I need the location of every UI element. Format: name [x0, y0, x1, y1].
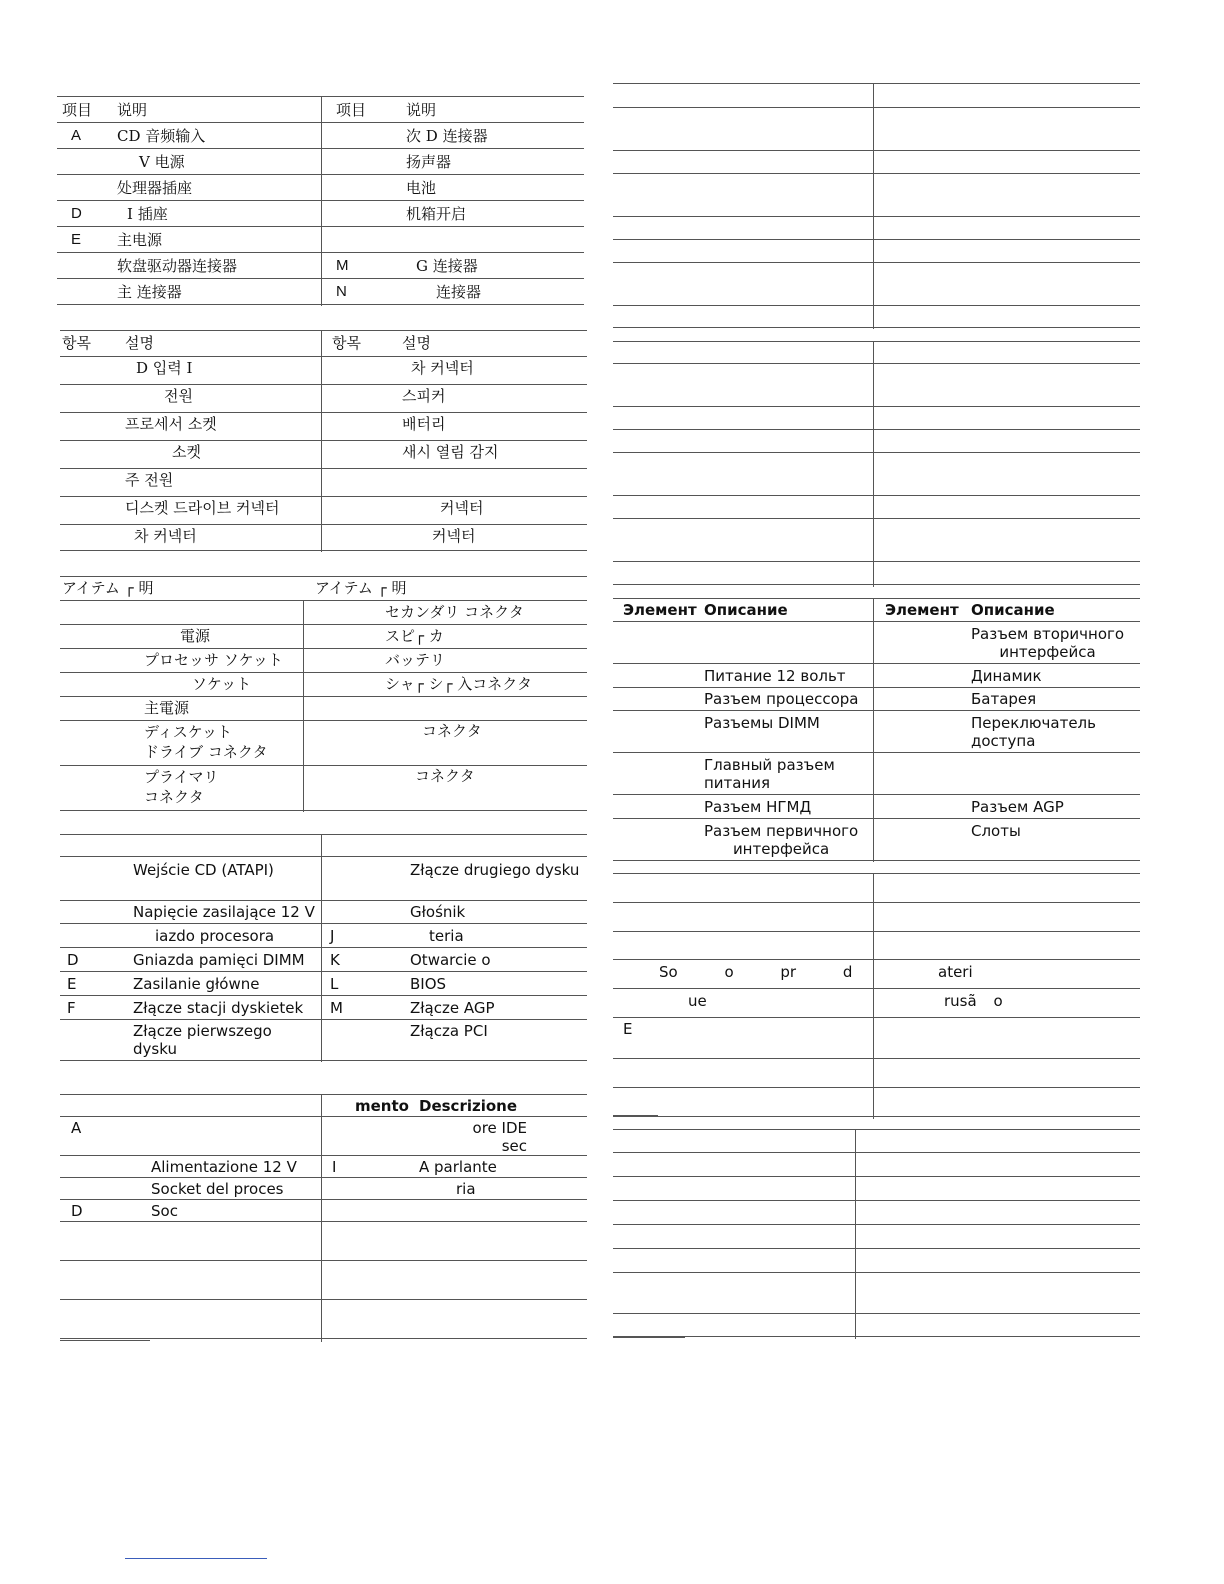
- item-description: So o pr d: [659, 963, 853, 981]
- header-description: 설명: [125, 334, 154, 352]
- item-description: ria: [456, 1180, 476, 1198]
- item-description: 배터리: [402, 415, 446, 433]
- header-description: Описание: [971, 601, 1055, 619]
- japanese-parts-table: [60, 576, 587, 812]
- item-description: スピ┌ カ: [385, 627, 444, 645]
- item-description: 处理器插座: [117, 179, 193, 197]
- header-item: Элемент: [623, 601, 697, 619]
- item-description: Wejście CD (ATAPI): [133, 861, 274, 879]
- item-description: 디스켓 드라이브 커넥터: [125, 499, 280, 517]
- header-item: 项目: [62, 101, 93, 119]
- item-description: Разъемы DIMM: [704, 714, 820, 732]
- item-description: Gniazda pamięci DIMM: [133, 951, 305, 969]
- item-description: Złącza PCI: [410, 1022, 488, 1040]
- item-description: D 입력 I: [136, 359, 193, 377]
- chinese-parts-table: [57, 96, 584, 306]
- header-description: 说明: [406, 101, 437, 119]
- item-letter: A: [71, 1119, 82, 1137]
- header-description: 说明: [117, 101, 148, 119]
- item-description: Разъем вторичного интерфейса: [971, 625, 1125, 661]
- header-description: 설명: [402, 334, 431, 352]
- item-description: 전원: [164, 387, 193, 405]
- item-description: 프로세서 소켓: [125, 415, 217, 433]
- item-description: 主電源: [144, 699, 190, 717]
- item-description: G 连接器: [416, 257, 478, 275]
- item-description: Socket del proces: [151, 1180, 284, 1198]
- item-description: iazdo procesora: [155, 927, 275, 945]
- header-item: mento: [355, 1097, 409, 1115]
- item-description: rusã o: [944, 992, 1003, 1010]
- item-description: Батарея: [971, 690, 1037, 708]
- item-description: 机箱开启: [406, 205, 467, 223]
- right-table-2: [613, 341, 1140, 587]
- item-description: プロセッサ ソケット: [144, 651, 283, 669]
- item-description: ディスケット ドライブ コネクタ: [144, 723, 268, 761]
- item-description: Разъем первичного интерфейса: [704, 822, 859, 858]
- item-description: 電源: [180, 627, 211, 645]
- item-letter: L: [330, 975, 339, 993]
- item-description: プライマリ コネクタ: [144, 768, 219, 806]
- item-description: Разъем AGP: [971, 798, 1064, 816]
- item-description: 주 전원: [125, 471, 174, 489]
- item-description: 次 D 连接器: [406, 127, 488, 145]
- item-description: コネクタ: [422, 722, 482, 740]
- footer-link-rule: [125, 1558, 267, 1559]
- item-description: 主 连接器: [117, 283, 182, 301]
- item-description: ore IDE sec: [472, 1119, 527, 1155]
- item-letter: E: [67, 975, 77, 993]
- item-description: Переключатель доступа: [971, 714, 1096, 750]
- item-description: 主电源: [117, 231, 163, 249]
- item-description: 커넥터: [432, 527, 476, 545]
- item-description: Zasilanie główne: [133, 975, 260, 993]
- header-item-description: アイテム ┌ 明: [315, 579, 407, 597]
- item-description: 软盘驱动器连接器: [117, 257, 238, 275]
- header-item: Элемент: [885, 601, 959, 619]
- item-letter: M: [336, 257, 349, 274]
- item-letter: M: [330, 999, 343, 1017]
- item-description: Главный разъем питания: [704, 756, 835, 792]
- item-description: コネクタ: [415, 767, 475, 785]
- item-description: 스피커: [402, 387, 446, 405]
- header-item-description: アイテム ┌ 明: [62, 579, 154, 597]
- item-description: Soc: [151, 1202, 178, 1220]
- item-letter: A: [71, 127, 82, 144]
- item-description: 차 커넥터: [411, 359, 474, 377]
- item-description: ue: [688, 992, 707, 1010]
- item-description: セカンダリ コネクタ: [385, 603, 524, 621]
- item-description: 连接器: [436, 283, 482, 301]
- item-description: 电池: [406, 179, 437, 197]
- item-description: V 电源: [139, 153, 185, 171]
- item-description: 차 커넥터: [134, 527, 197, 545]
- russian-parts-table: [613, 598, 1140, 862]
- item-description: ソケット: [192, 675, 252, 693]
- item-letter: I: [332, 1158, 337, 1176]
- portuguese-parts-table: [613, 873, 1140, 1119]
- item-description: Złącze AGP: [410, 999, 495, 1017]
- item-description: Alimentazione 12 V: [151, 1158, 297, 1176]
- item-description: Разъем процессора: [704, 690, 859, 708]
- item-description: Питание 12 вольт: [704, 667, 846, 685]
- item-description: Złącze pierwszego dysku: [133, 1022, 272, 1058]
- item-description: Napięcie zasilające 12 V: [133, 903, 315, 921]
- polish-parts-table: [60, 834, 587, 1062]
- item-description: CD 音频输入: [117, 127, 206, 145]
- item-description: 커넥터: [440, 499, 484, 517]
- item-description: A parlante: [419, 1158, 497, 1176]
- right-table-3: [613, 1129, 1140, 1339]
- item-description: Głośnik: [410, 903, 466, 921]
- italian-parts-table: [60, 1094, 587, 1342]
- item-description: ateri: [938, 963, 973, 981]
- right-table-1: [613, 83, 1140, 329]
- item-letter: E: [71, 231, 82, 248]
- item-description: I 插座: [127, 205, 168, 223]
- item-description: Złącze drugiego dysku: [410, 861, 580, 879]
- item-letter: D: [67, 951, 79, 969]
- item-letter: D: [71, 1202, 83, 1220]
- item-letter: N: [336, 283, 347, 300]
- item-description: Złącze stacji dyskietek: [133, 999, 304, 1017]
- item-letter: J: [330, 927, 335, 945]
- header-description: Описание: [704, 601, 788, 619]
- item-description: 소켓: [172, 443, 201, 461]
- item-description: 새시 열림 감지: [402, 443, 499, 461]
- item-description: Динамик: [971, 667, 1042, 685]
- item-description: シャ┌ シ┌ 入コネクタ: [385, 675, 532, 693]
- item-description: Слоты: [971, 822, 1021, 840]
- korean-parts-table: [60, 330, 587, 552]
- item-description: Otwarcie o: [410, 951, 491, 969]
- item-description: 扬声器: [406, 153, 452, 171]
- header-item: 项目: [336, 101, 367, 119]
- item-description: バッテリ: [385, 651, 446, 669]
- item-description: BIOS: [410, 975, 447, 993]
- item-letter: E: [623, 1020, 633, 1038]
- item-description: teria: [429, 927, 464, 945]
- item-description: Разъем НГМД: [704, 798, 812, 816]
- header-description: Descrizione: [419, 1097, 518, 1115]
- item-letter: D: [71, 205, 82, 222]
- item-letter: K: [330, 951, 340, 969]
- item-letter: F: [67, 999, 76, 1017]
- header-item: 항목: [62, 334, 91, 352]
- header-item: 항목: [332, 334, 361, 352]
